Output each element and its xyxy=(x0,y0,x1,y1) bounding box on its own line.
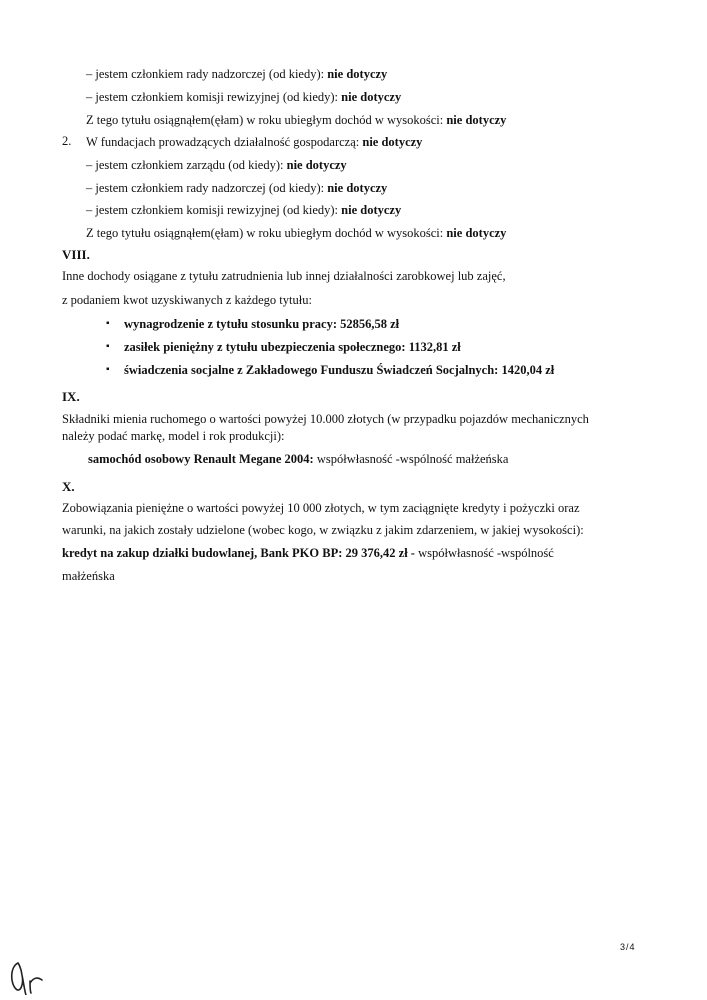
liability-item xyxy=(62,545,554,561)
fundacje-line xyxy=(86,134,422,150)
income-item: zasiłek pieniężny z tytułu ubezpieczenia społecznego: 1132,81 zł xyxy=(124,340,461,354)
line-value: nie dotyczy xyxy=(327,67,388,81)
movable-property-item xyxy=(88,451,508,467)
line-text: – jestem członkiem zarządu (od kiedy): xyxy=(86,158,287,172)
line-text: – jestem członkiem rady nadzorczej (od kiedy): xyxy=(86,67,328,81)
section-heading-viii: VIII. xyxy=(62,247,90,262)
komisja-rewizyjna-line-2 xyxy=(86,202,401,218)
line-value: nie dotyczy xyxy=(446,113,507,127)
line-value: nie dotyczy xyxy=(327,181,388,195)
income-item: świadczenia socjalne z Zakładowego Funduszu Świadczeń Socjalnych: 1420,04 zł xyxy=(124,363,555,377)
rada-nadzorcza-line-1 xyxy=(86,66,387,82)
komisja-rewizyjna-line-1 xyxy=(86,89,401,105)
income-line-2 xyxy=(86,225,506,241)
line-value: nie dotyczy xyxy=(362,135,423,149)
line-text: Z tego tytułu osiągnąłem(ęłam) w roku ubiegłym dochód w wysokości: xyxy=(86,226,447,240)
section-x-intro-1: Zobowiązania pieniężne o wartości powyżej 10 000 złotych, w tym zaciągnięte kredyty i pożyczki oraz xyxy=(62,501,580,515)
section-heading-x: X. xyxy=(62,479,75,494)
line-value: nie dotyczy xyxy=(446,226,507,240)
line-text: – jestem członkiem komisji rewizyjnej (od kiedy): xyxy=(86,90,342,104)
line-text: Z tego tytułu osiągnąłem(ęłam) w roku ubiegłym dochód w wysokości: xyxy=(86,113,447,127)
section-ix-intro-1: Składniki mienia ruchomego o wartości powyżej 10.000 złotych (w przypadku pojazdów mechanicznych xyxy=(62,412,589,426)
item-label: kredyt na zakup działki budowlanej, Bank PKO BP: 29 376,42 zł - xyxy=(62,546,415,560)
liability-item-continuation: małżeńska xyxy=(62,569,115,583)
item-number: 2. xyxy=(62,134,72,148)
page-number: 3/4 xyxy=(620,942,636,952)
line-text: – jestem członkiem rady nadzorczej (od kiedy): xyxy=(86,181,328,195)
line-text: – jestem członkiem komisji rewizyjnej (od kiedy): xyxy=(86,203,342,217)
line-value: nie dotyczy xyxy=(286,158,347,172)
section-ix-intro-2: należy podać markę, model i rok produkcji): xyxy=(62,429,285,443)
item-label: samochód osobowy Renault Megane 2004: xyxy=(88,452,314,466)
item-detail: współwłasność -wspólność małżeńska xyxy=(313,452,509,466)
item-detail: współwłasność -wspólność xyxy=(414,546,554,560)
section-viii-intro-1: Inne dochody osiągane z tytułu zatrudnienia lub innej działalności zarobkowej lub zajęć, xyxy=(62,269,506,283)
line-text: W fundacjach prowadzących działalność gospodarczą: xyxy=(86,135,363,149)
bullet-marker: ▪ xyxy=(106,318,110,329)
handwritten-initials xyxy=(8,955,52,995)
line-value: nie dotyczy xyxy=(341,203,402,217)
bullet-marker: ▪ xyxy=(106,364,110,375)
section-heading-ix: IX. xyxy=(62,389,80,404)
line-value: nie dotyczy xyxy=(341,90,402,104)
income-item: wynagrodzenie z tytułu stosunku pracy: 52856,58 zł xyxy=(124,317,400,331)
section-x-intro-2: warunki, na jakich zostały udzielone (wobec kogo, w związku z jakim zdarzeniem, w jakiej wysokości): xyxy=(62,523,584,537)
section-viii-intro-2: z podaniem kwot uzyskiwanych z każdego tytułu: xyxy=(62,293,312,307)
bullet-marker: ▪ xyxy=(106,341,110,352)
zarzad-line xyxy=(86,157,347,173)
income-line-1 xyxy=(86,112,506,128)
rada-nadzorcza-line-2 xyxy=(86,180,387,196)
